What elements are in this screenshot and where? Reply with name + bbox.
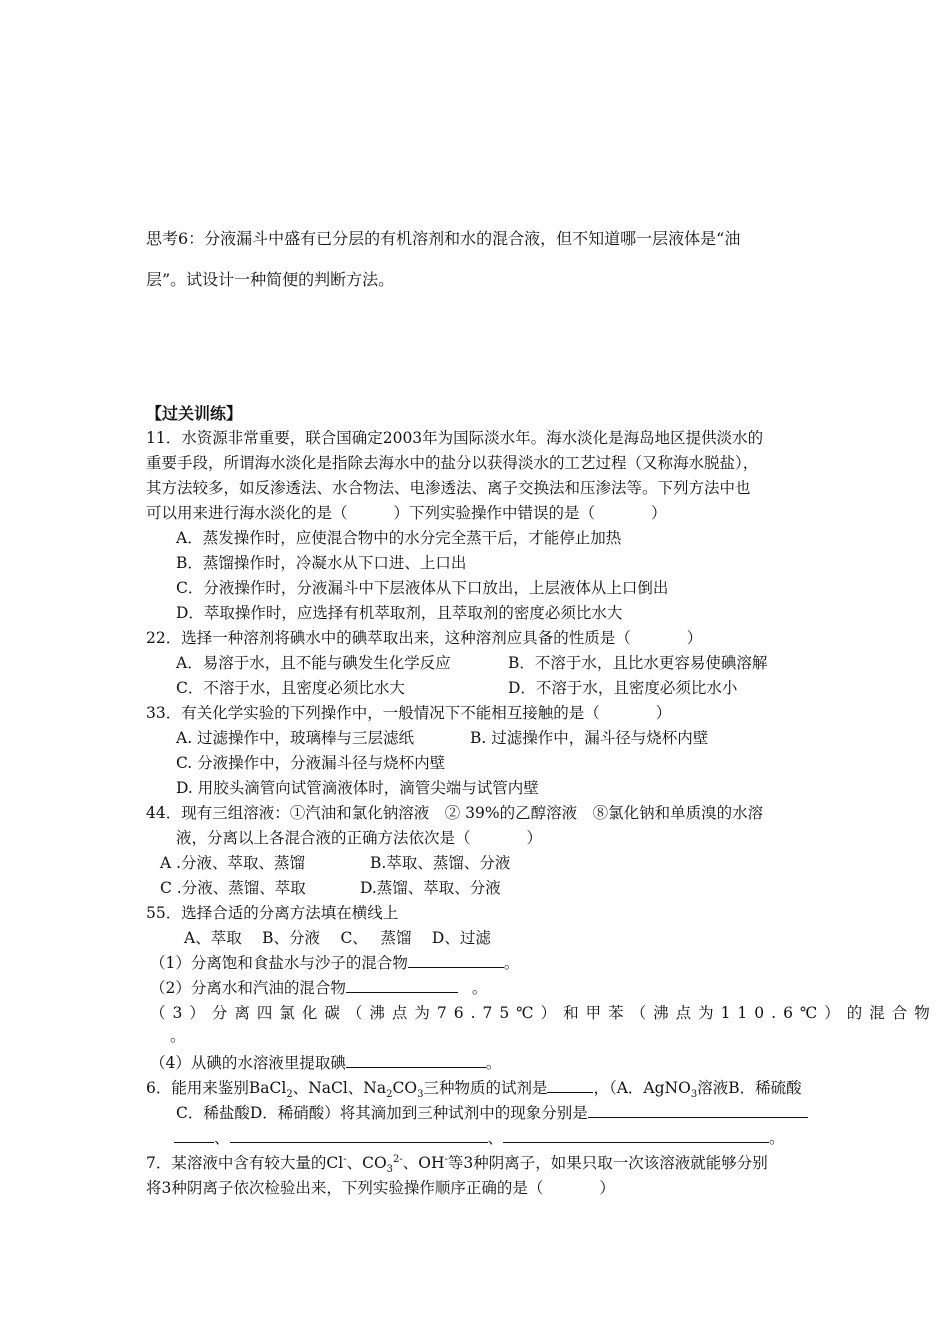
q44-option-c: C .分液、蒸馏、萃取: [160, 879, 306, 897]
q11-option-c: C．分液操作时，分液漏斗中下层液体从下口放出，上层液体从上口倒出: [176, 579, 669, 597]
q7-subscript-1: 3: [386, 1164, 394, 1176]
q55-part1-end: 。: [503, 954, 520, 972]
q33-stem-text: 33．有关化学实验的下列操作中，一般情况下不能相互接触的是（: [146, 704, 600, 722]
q55-part3: （3）分离四氯化碳（沸点为76.75℃）和甲苯（沸点为110.6℃）的混合物: [150, 1004, 937, 1022]
q22-stem-end: ）: [686, 629, 703, 647]
q11-line3: 其方法较多，如反渗透法、水合物法、电渗透法、离子交换法和压渗法等。下列方法中也: [146, 479, 751, 497]
q6-subscript-2: 2: [386, 1089, 393, 1101]
q44-option-d: D.蒸馏、萃取、分液: [360, 879, 501, 897]
q7-text-3: 、OH: [402, 1154, 445, 1172]
q6-text-2: 、NaCl、Na: [292, 1079, 387, 1097]
q6-subscript-4: 3: [690, 1089, 698, 1101]
q44-option-a: A .分液、萃取、蒸馏: [160, 854, 306, 872]
q55-part3-end: 。: [170, 1027, 186, 1045]
q6-subscript-3: 3: [417, 1089, 424, 1101]
q6-separator-2: 、: [487, 1129, 504, 1147]
q55-part4-blank: [346, 1053, 486, 1068]
q55-part4: [150, 1053, 501, 1073]
q44-line2-text: 液，分离以上各混合液的正确方法依次是（: [176, 829, 471, 847]
q6-separator-1: 、: [214, 1129, 230, 1147]
q6-phenomenon-blank-1-cont: [174, 1128, 214, 1143]
q22-stem: [146, 628, 702, 648]
q6-line1: [146, 1078, 802, 1101]
q7-line1: [146, 1153, 768, 1176]
q33-option-d: D. 用胶头滴管向试管滴液体时，滴管尖端与试管内壁: [176, 779, 539, 797]
q11-option-a: A．蒸发操作时，应使混合物中的水分完全蒸干后，才能停止加热: [176, 529, 622, 547]
q22-option-b: B．不溶于水，且比水更容易使碘溶解: [508, 654, 768, 672]
q11-line4: [146, 503, 667, 523]
q22-option-d: D．不溶于水，且密度必须比水小: [508, 679, 738, 697]
q44-line2-end: ）: [526, 829, 543, 847]
section-title: 【过关训练】: [146, 404, 243, 423]
q11-line4-part3: ）: [651, 504, 667, 522]
q6-reagent-blank: [547, 1078, 593, 1093]
q55-part1-text: （1）分离饱和食盐水与沙子的混合物: [150, 954, 408, 972]
q11-line4-part2: ）下列实验操作中错误的是（: [393, 504, 596, 522]
q6-line3: [174, 1128, 785, 1148]
q44-line2: [176, 828, 542, 848]
q7-superscript-3: -: [444, 1153, 448, 1165]
q11-line1: 11．水资源非常重要，联合国确定2003年为国际淡水年。海水淡化是海岛地区提供淡水的: [146, 429, 764, 447]
q33-option-a: A. 过滤操作中，玻璃棒与三层滤纸: [176, 729, 415, 747]
q6-phenomenon-blank-3: [503, 1128, 769, 1143]
q7-line2: [146, 1178, 615, 1198]
q55-part1: [150, 953, 519, 973]
q22-option-a: A．易溶于水，且不能与碘发生化学反应: [176, 654, 451, 672]
q44-option-b: B.萃取、蒸馏、分液: [370, 854, 511, 872]
q6-text-3: CO: [392, 1079, 418, 1097]
q55-part1-blank: [408, 953, 504, 968]
q6-phenomenon-blank-2: [230, 1128, 488, 1143]
q55-stem: 55．选择合适的分离方法填在横线上: [146, 904, 399, 922]
q22-option-c: C．不溶于水，且密度必须比水大: [176, 679, 405, 697]
q55-part2: [150, 978, 487, 998]
q55-part4-text: （4）从碘的水溶液里提取碘: [150, 1054, 346, 1072]
q6-text-6: 溶液B．稀硫酸: [697, 1079, 802, 1097]
q55-options: A、萃取 B、分液 C、 蒸馏 D、过滤: [184, 929, 491, 947]
q33-stem-end: ）: [655, 704, 672, 722]
q33-option-c: C. 分液操作中，分液漏斗径与烧杯内壁: [176, 754, 446, 772]
q7-line2-end: ）: [599, 1179, 615, 1197]
q55-part2-blank: [346, 978, 458, 993]
q7-superscript-1: -: [343, 1153, 347, 1165]
q6-text-5: ，（A．AgNO: [593, 1079, 691, 1097]
thinking6-line2: 层”。试设计一种简便的判断方法。: [146, 270, 395, 289]
q11-line4-part1: 可以用来进行海水淡化的是（: [146, 504, 348, 522]
q11-option-d: D．萃取操作时，应选择有机萃取剂，且萃取剂的密度必须比水大: [176, 604, 623, 622]
q55-part2-end: 。: [471, 979, 488, 997]
q55-part2-text: （2）分离水和汽油的混合物: [150, 979, 346, 997]
q33-stem: [146, 703, 671, 723]
q7-text-4: 等3种阴离子，如果只取一次该溶液就能够分别: [447, 1154, 768, 1172]
q44-line1: 44．现有三组溶液：①汽油和氯化钠溶液 ② 39%的乙醇溶液 ⑧氯化钠和单质溴的水溶: [146, 804, 764, 822]
q6-line2: [176, 1103, 808, 1123]
thinking6-line1: 思考6：分液漏斗中盛有已分层的有机溶剂和水的混合液，但不知道哪一层液体是“油: [146, 229, 741, 248]
q22-stem-text: 22．选择一种溶剂将碘水中的碘萃取出来，这种溶剂应具备的性质是（: [146, 629, 631, 647]
q33-option-b: B. 过滤操作中，漏斗径与烧杯内壁: [470, 729, 709, 747]
q6-subscript-1: 2: [286, 1089, 293, 1101]
q11-option-b: B．蒸馏操作时，冷凝水从下口进、上口出: [176, 554, 467, 572]
q6-phenomenon-blank-1: [588, 1103, 808, 1118]
q7-superscript-2: 2-: [393, 1153, 403, 1165]
q55-part4-end: 。: [485, 1054, 502, 1072]
q6-line3-end: 。: [769, 1129, 785, 1147]
q6-text-4: 三种物质的试剂是: [423, 1079, 548, 1097]
q7-text-1: 7．某溶液中含有较大量的Cl: [146, 1154, 344, 1172]
q7-line2-text: 将3种阴离子依次检验出来，下列实验操作顺序正确的是（: [146, 1179, 544, 1197]
q6-text-1: 6．能用来鉴别BaCl: [146, 1079, 287, 1097]
q7-text-2: 、CO: [346, 1154, 387, 1172]
q6-line2-text: C．稀盐酸D．稀硝酸）将其滴加到三种试剂中的现象分别是: [176, 1104, 588, 1122]
q11-line2: 重要手段，所谓海水淡化是指除去海水中的盐分以获得淡水的工艺过程（又称海水脱盐），: [146, 454, 759, 472]
